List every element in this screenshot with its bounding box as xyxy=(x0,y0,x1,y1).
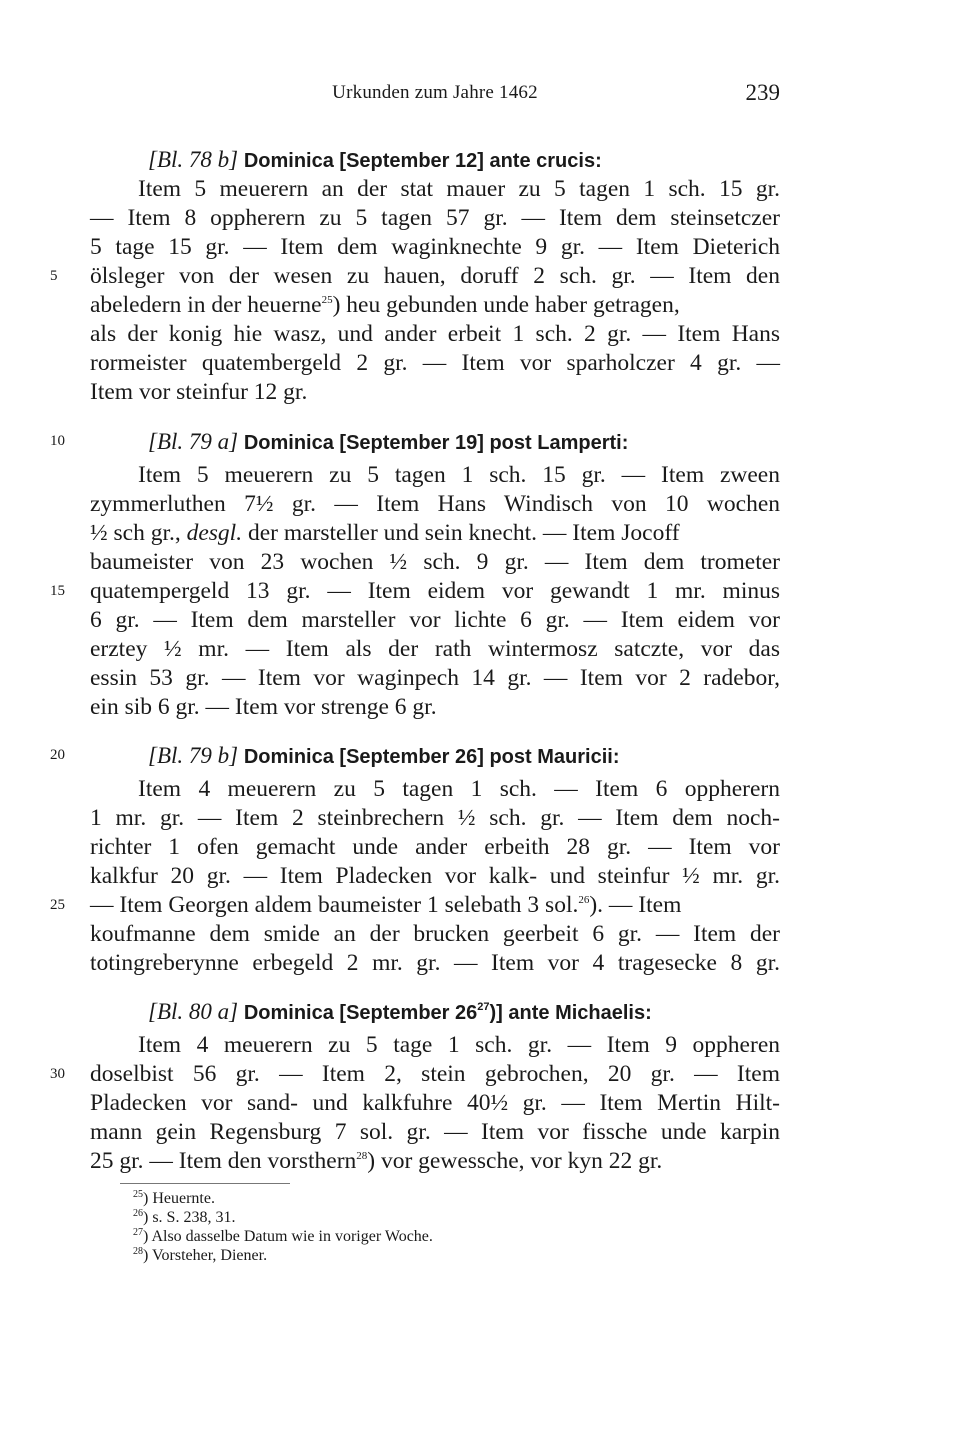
footnote-number: 26 xyxy=(133,1208,143,1219)
text-line: 1 mr. gr. — Item 2 steinbrechern ½ sch. gr. — Item dem noch- xyxy=(90,805,780,831)
line-number: 5 xyxy=(50,268,58,284)
page-number: 239 xyxy=(745,80,780,105)
text-line xyxy=(90,519,780,548)
heading-text: Dominica [September 12] ante crucis: xyxy=(243,150,602,172)
footnote xyxy=(133,1209,733,1226)
text-segment: ) vor gewessche, vor kyn 22 gr. xyxy=(367,1148,663,1174)
text-line: Pladecken vor sand- und kalkfuhre 40½ gr. — Item Mertin Hilt- xyxy=(90,1090,780,1116)
section-heading xyxy=(148,997,788,1028)
section-heading xyxy=(148,741,788,772)
text-line: richter 1 ofen gemacht unde ander erbeith 28 gr. — Item vor xyxy=(90,834,780,860)
text-line: kalkfur 20 gr. — Item Pladecken vor kalk- und steinfur ½ mr. gr. xyxy=(90,863,780,889)
text-segment: 25 gr. — Item den vorsthern xyxy=(90,1148,357,1174)
text-line: Item vor steinfur 12 gr. xyxy=(90,379,308,405)
footnote-number: 28 xyxy=(133,1246,143,1257)
footnote-text: ) Vorsteher, Diener. xyxy=(143,1247,268,1264)
heading-segment: Dominica [September 26 xyxy=(243,1002,478,1024)
text-line: — Item 8 oppherern zu 5 tagen 57 gr. — Item dem steinsetczer xyxy=(90,205,780,231)
text-line: Item 5 meuerern zu 5 tagen 1 sch. 15 gr. — Item zween xyxy=(138,462,780,488)
text-line: essin 53 gr. — Item vor waginpech 14 gr. — Item vor 2 radebor, xyxy=(90,665,780,691)
text-line: koufmanne dem smide an der brucken geerbeit 6 gr. — Item der xyxy=(90,921,780,947)
footnote xyxy=(133,1190,733,1207)
text-line xyxy=(90,291,780,320)
text-line: zymmerluthen 7½ gr. — Item Hans Windisch von 10 wochen xyxy=(90,491,780,517)
folio-ref: [Bl. 79 a] xyxy=(148,429,239,454)
footnote-text: ) Heuernte. xyxy=(143,1190,215,1207)
text-line: ölsleger von der wesen zu hauen, doruff 2 sch. gr. — Item den xyxy=(90,263,780,289)
footnote-text: ) Also dasselbe Datum wie in voriger Woche. xyxy=(143,1228,433,1245)
text-line xyxy=(90,891,780,920)
text-line xyxy=(90,1147,780,1176)
heading-segment: )] ante Michaelis: xyxy=(489,1002,652,1024)
text-segment: der marsteller und sein knecht. — Item Jocoff xyxy=(247,520,680,546)
text-line: quatempergeld 13 gr. — Item eidem vor gewandt 1 mr. minus xyxy=(90,578,780,604)
text-line: Item 4 meuerern zu 5 tagen 1 sch. — Item 6 oppherern xyxy=(138,776,780,802)
line-number: 20 xyxy=(50,747,65,763)
heading-text xyxy=(244,1002,652,1024)
folio-ref: [Bl. 79 b] xyxy=(148,743,239,768)
footnote-text: ) s. S. 238, 31. xyxy=(143,1209,236,1226)
footnote xyxy=(133,1247,733,1264)
text-segment: — Item Georgen aldem baumeister 1 selebath 3 sol. xyxy=(90,892,579,918)
line-number: 15 xyxy=(50,583,65,599)
text-line: erztey ½ mr. — Item als der rath wintermosz satczte, vor das xyxy=(90,636,780,662)
text-segment: ). — Item xyxy=(589,892,682,918)
footnote xyxy=(133,1228,733,1245)
folio-ref: [Bl. 78 b] xyxy=(148,147,239,172)
section-heading xyxy=(148,427,788,458)
text-line: baumeister von 23 wochen ½ sch. 9 gr. — Item dem trometer xyxy=(90,549,780,575)
line-number: 30 xyxy=(50,1066,65,1082)
text-line: doselbist 56 gr. — Item 2, stein gebrochen, 20 gr. — Item xyxy=(90,1061,780,1087)
footnote-mark: 25 xyxy=(321,294,333,306)
text-line: als der konig hie wasz, und ander erbeit 1 sch. 2 gr. — Item Hans xyxy=(90,321,780,347)
section-heading xyxy=(148,145,788,176)
text-segment: abeledern in der heuerne xyxy=(90,292,322,318)
text-segment: ½ sch gr., xyxy=(90,520,181,546)
footnote-number: 25 xyxy=(133,1189,143,1200)
folio-ref: [Bl. 80 a] xyxy=(148,999,239,1024)
text-line: ein sib 6 gr. — Item vor strenge 6 gr. xyxy=(90,694,437,720)
line-number: 25 xyxy=(50,897,65,913)
running-head xyxy=(90,76,780,112)
footnote-mark: 26 xyxy=(578,894,590,906)
text-line: 5 tage 15 gr. — Item dem waginknechte 9 gr. — Item Dieterich xyxy=(90,234,780,260)
footnote-number: 27 xyxy=(133,1227,143,1238)
text-line: totingreberynne erbegeld 2 mr. gr. — Item vor 4 tragesecke 8 gr. xyxy=(90,950,780,976)
footnote-rule xyxy=(120,1183,290,1184)
heading-text: Dominica [September 26] post Mauricii: xyxy=(243,746,620,768)
abbreviation: desgl. xyxy=(186,520,243,546)
text-line: Item 4 meuerern zu 5 tage 1 sch. gr. — Item 9 oppheren xyxy=(138,1032,780,1058)
running-title: Urkunden zum Jahre 1462 xyxy=(332,82,538,103)
line-number: 10 xyxy=(50,433,65,449)
text-line: Item 5 meuerern an der stat mauer zu 5 tagen 1 sch. 15 gr. xyxy=(138,176,780,202)
text-segment: ) heu gebunden unde haber getragen, xyxy=(332,292,680,318)
footnote-mark: 28 xyxy=(356,1150,368,1162)
heading-text: Dominica [September 19] post Lamperti: xyxy=(243,432,629,454)
text-line: rormeister quatembergeld 2 gr. — Item vor sparholczer 4 gr. — xyxy=(90,350,780,376)
text-line: 6 gr. — Item dem marsteller vor lichte 6 gr. — Item eidem vor xyxy=(90,607,780,633)
text-line: mann gein Regensburg 7 sol. gr. — Item vor fissche unde karpin xyxy=(90,1119,780,1145)
footnote-mark: 27 xyxy=(477,1001,490,1013)
